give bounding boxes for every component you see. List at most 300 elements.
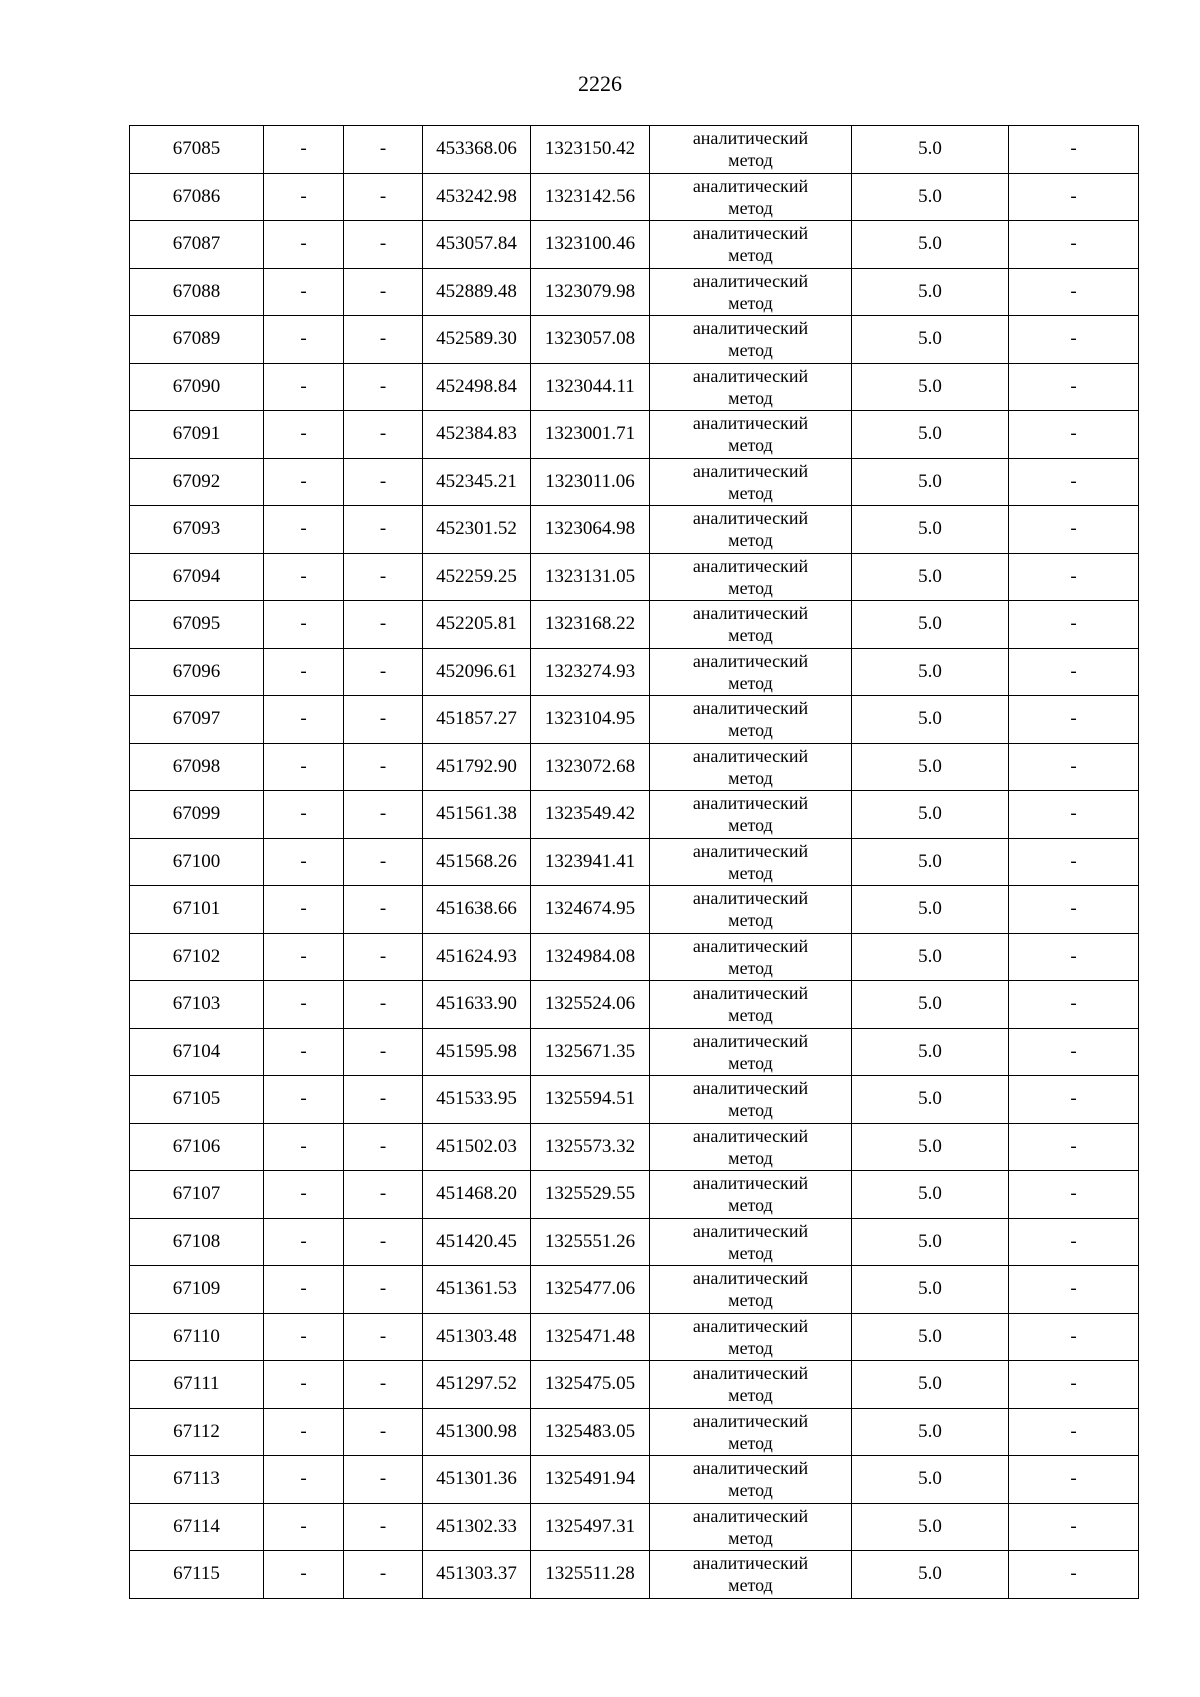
- empty-y-cell: -: [344, 1028, 423, 1076]
- accuracy-cell: 5.0: [852, 1551, 1009, 1599]
- y-coordinate-cell: 1323150.42: [531, 126, 650, 174]
- method-cell: [650, 981, 852, 1029]
- y-coordinate-cell: 1325471.48: [531, 1313, 650, 1361]
- y-coordinate-cell: 1325529.55: [531, 1171, 650, 1219]
- empty-x-cell: -: [264, 886, 344, 934]
- x-coordinate-cell: 451303.48: [423, 1313, 531, 1361]
- method-cell: [650, 1313, 852, 1361]
- empty-y-cell: -: [344, 1456, 423, 1504]
- empty-x-cell: -: [264, 268, 344, 316]
- empty-x-cell: -: [264, 1171, 344, 1219]
- x-coordinate-cell: 451300.98: [423, 1408, 531, 1456]
- method-cell: [650, 838, 852, 886]
- x-coordinate-cell: 452259.25: [423, 553, 531, 601]
- y-coordinate-cell: 1323072.68: [531, 743, 650, 791]
- y-coordinate-cell: 1323079.98: [531, 268, 650, 316]
- empty-y-cell: -: [344, 933, 423, 981]
- table-row: [130, 743, 1139, 791]
- point-number-cell: 67115: [130, 1551, 264, 1599]
- accuracy-cell: 5.0: [852, 601, 1009, 649]
- x-coordinate-cell: 451857.27: [423, 696, 531, 744]
- x-coordinate-cell: 451361.53: [423, 1266, 531, 1314]
- x-coordinate-cell: 451561.38: [423, 791, 531, 839]
- table-row: [130, 1218, 1139, 1266]
- empty-y-cell: -: [344, 1266, 423, 1314]
- empty-y-cell: -: [344, 1123, 423, 1171]
- description-cell: -: [1009, 1266, 1139, 1314]
- y-coordinate-cell: 1323044.11: [531, 363, 650, 411]
- point-number-cell: 67108: [130, 1218, 264, 1266]
- empty-y-cell: -: [344, 173, 423, 221]
- method-line-1: аналитический: [692, 1078, 809, 1099]
- y-coordinate-cell: 1323104.95: [531, 696, 650, 744]
- accuracy-cell: 5.0: [852, 886, 1009, 934]
- method-line-1: аналитический: [692, 413, 809, 434]
- empty-x-cell: -: [264, 933, 344, 981]
- empty-y-cell: -: [344, 1503, 423, 1551]
- point-number-cell: 67101: [130, 886, 264, 934]
- accuracy-cell: 5.0: [852, 1218, 1009, 1266]
- y-coordinate-cell: 1325477.06: [531, 1266, 650, 1314]
- x-coordinate-cell: 452096.61: [423, 648, 531, 696]
- method-line-2: метод: [728, 1147, 773, 1168]
- point-number-cell: 67097: [130, 696, 264, 744]
- coordinates-table: [129, 125, 1139, 1599]
- method-line-2: метод: [728, 292, 773, 313]
- method-cell: [650, 933, 852, 981]
- accuracy-cell: 5.0: [852, 411, 1009, 459]
- method-cell: [650, 458, 852, 506]
- method-cell: [650, 126, 852, 174]
- accuracy-cell: 5.0: [852, 1123, 1009, 1171]
- method-line-2: метод: [728, 340, 773, 361]
- accuracy-cell: 5.0: [852, 221, 1009, 269]
- method-line-1: аналитический: [692, 1268, 809, 1289]
- empty-x-cell: -: [264, 981, 344, 1029]
- x-coordinate-cell: 452498.84: [423, 363, 531, 411]
- method-line-1: аналитический: [692, 318, 809, 339]
- method-line-1: аналитический: [692, 175, 809, 196]
- empty-y-cell: -: [344, 743, 423, 791]
- x-coordinate-cell: 451633.90: [423, 981, 531, 1029]
- method-line-1: аналитический: [692, 1173, 809, 1194]
- point-number-cell: 67092: [130, 458, 264, 506]
- x-coordinate-cell: 451792.90: [423, 743, 531, 791]
- method-line-2: метод: [728, 910, 773, 931]
- description-cell: -: [1009, 791, 1139, 839]
- description-cell: -: [1009, 1361, 1139, 1409]
- empty-x-cell: -: [264, 1551, 344, 1599]
- method-line-2: метод: [728, 862, 773, 883]
- empty-x-cell: -: [264, 1076, 344, 1124]
- description-cell: -: [1009, 316, 1139, 364]
- y-coordinate-cell: 1325551.26: [531, 1218, 650, 1266]
- method-line-1: аналитический: [692, 1315, 809, 1336]
- y-coordinate-cell: 1325475.05: [531, 1361, 650, 1409]
- y-coordinate-cell: 1323011.06: [531, 458, 650, 506]
- description-cell: -: [1009, 1456, 1139, 1504]
- y-coordinate-cell: 1323057.08: [531, 316, 650, 364]
- method-line-2: метод: [728, 1385, 773, 1406]
- method-cell: [650, 791, 852, 839]
- empty-x-cell: -: [264, 316, 344, 364]
- x-coordinate-cell: 451502.03: [423, 1123, 531, 1171]
- empty-y-cell: -: [344, 316, 423, 364]
- empty-x-cell: -: [264, 601, 344, 649]
- x-coordinate-cell: 451568.26: [423, 838, 531, 886]
- point-number-cell: 67102: [130, 933, 264, 981]
- y-coordinate-cell: 1325594.51: [531, 1076, 650, 1124]
- table-row: [130, 981, 1139, 1029]
- method-line-1: аналитический: [692, 745, 809, 766]
- description-cell: -: [1009, 1076, 1139, 1124]
- y-coordinate-cell: 1325524.06: [531, 981, 650, 1029]
- accuracy-cell: 5.0: [852, 1076, 1009, 1124]
- method-line-1: аналитический: [692, 1363, 809, 1384]
- point-number-cell: 67107: [130, 1171, 264, 1219]
- point-number-cell: 67088: [130, 268, 264, 316]
- method-line-1: аналитический: [692, 650, 809, 671]
- method-cell: [650, 506, 852, 554]
- table-body: [130, 126, 1139, 1599]
- description-cell: -: [1009, 1171, 1139, 1219]
- table-row: [130, 1408, 1139, 1456]
- x-coordinate-cell: 452301.52: [423, 506, 531, 554]
- method-line-2: метод: [728, 625, 773, 646]
- method-line-2: метод: [728, 150, 773, 171]
- table-row: [130, 173, 1139, 221]
- point-number-cell: 67103: [130, 981, 264, 1029]
- accuracy-cell: 5.0: [852, 506, 1009, 554]
- empty-y-cell: -: [344, 268, 423, 316]
- accuracy-cell: 5.0: [852, 1171, 1009, 1219]
- table-row: [130, 268, 1139, 316]
- point-number-cell: 67109: [130, 1266, 264, 1314]
- accuracy-cell: 5.0: [852, 458, 1009, 506]
- method-cell: [650, 743, 852, 791]
- description-cell: -: [1009, 553, 1139, 601]
- table-row: [130, 933, 1139, 981]
- accuracy-cell: 5.0: [852, 316, 1009, 364]
- description-cell: -: [1009, 743, 1139, 791]
- method-line-1: аналитический: [692, 888, 809, 909]
- y-coordinate-cell: 1325483.05: [531, 1408, 650, 1456]
- description-cell: -: [1009, 886, 1139, 934]
- y-coordinate-cell: 1325497.31: [531, 1503, 650, 1551]
- empty-y-cell: -: [344, 838, 423, 886]
- method-line-1: аналитический: [692, 223, 809, 244]
- method-line-1: аналитический: [692, 698, 809, 719]
- empty-y-cell: -: [344, 363, 423, 411]
- empty-x-cell: -: [264, 173, 344, 221]
- accuracy-cell: 5.0: [852, 648, 1009, 696]
- method-line-1: аналитический: [692, 793, 809, 814]
- point-number-cell: 67100: [130, 838, 264, 886]
- point-number-cell: 67104: [130, 1028, 264, 1076]
- empty-y-cell: -: [344, 553, 423, 601]
- empty-x-cell: -: [264, 506, 344, 554]
- accuracy-cell: 5.0: [852, 696, 1009, 744]
- method-line-1: аналитический: [692, 555, 809, 576]
- empty-y-cell: -: [344, 1551, 423, 1599]
- method-cell: [650, 363, 852, 411]
- empty-y-cell: -: [344, 791, 423, 839]
- table-row: [130, 648, 1139, 696]
- point-number-cell: 67111: [130, 1361, 264, 1409]
- x-coordinate-cell: 451533.95: [423, 1076, 531, 1124]
- method-line-2: метод: [728, 815, 773, 836]
- y-coordinate-cell: 1325491.94: [531, 1456, 650, 1504]
- method-cell: [650, 1123, 852, 1171]
- empty-y-cell: -: [344, 601, 423, 649]
- accuracy-cell: 5.0: [852, 1028, 1009, 1076]
- accuracy-cell: 5.0: [852, 981, 1009, 1029]
- point-number-cell: 67114: [130, 1503, 264, 1551]
- table-row: [130, 411, 1139, 459]
- description-cell: -: [1009, 1028, 1139, 1076]
- point-number-cell: 67094: [130, 553, 264, 601]
- empty-y-cell: -: [344, 648, 423, 696]
- method-line-2: метод: [728, 720, 773, 741]
- method-line-2: метод: [728, 1242, 773, 1263]
- description-cell: -: [1009, 1218, 1139, 1266]
- x-coordinate-cell: 451297.52: [423, 1361, 531, 1409]
- accuracy-cell: 5.0: [852, 1503, 1009, 1551]
- method-line-2: метод: [728, 530, 773, 551]
- method-cell: [650, 221, 852, 269]
- method-line-2: метод: [728, 1432, 773, 1453]
- table-row: [130, 791, 1139, 839]
- method-line-2: метод: [728, 767, 773, 788]
- empty-x-cell: -: [264, 1266, 344, 1314]
- accuracy-cell: 5.0: [852, 838, 1009, 886]
- point-number-cell: 67086: [130, 173, 264, 221]
- accuracy-cell: 5.0: [852, 933, 1009, 981]
- x-coordinate-cell: 452589.30: [423, 316, 531, 364]
- method-cell: [650, 553, 852, 601]
- description-cell: -: [1009, 126, 1139, 174]
- x-coordinate-cell: 453368.06: [423, 126, 531, 174]
- empty-x-cell: -: [264, 1408, 344, 1456]
- y-coordinate-cell: 1323100.46: [531, 221, 650, 269]
- empty-x-cell: -: [264, 1361, 344, 1409]
- empty-y-cell: -: [344, 886, 423, 934]
- point-number-cell: 67105: [130, 1076, 264, 1124]
- method-line-2: метод: [728, 482, 773, 503]
- empty-y-cell: -: [344, 126, 423, 174]
- y-coordinate-cell: 1325671.35: [531, 1028, 650, 1076]
- method-line-2: метод: [728, 672, 773, 693]
- description-cell: -: [1009, 1551, 1139, 1599]
- table-row: [130, 126, 1139, 174]
- description-cell: -: [1009, 506, 1139, 554]
- method-cell: [650, 1551, 852, 1599]
- y-coordinate-cell: 1323001.71: [531, 411, 650, 459]
- description-cell: -: [1009, 221, 1139, 269]
- x-coordinate-cell: 451303.37: [423, 1551, 531, 1599]
- table-row: [130, 1361, 1139, 1409]
- method-line-1: аналитический: [692, 983, 809, 1004]
- method-cell: [650, 1028, 852, 1076]
- y-coordinate-cell: 1323142.56: [531, 173, 650, 221]
- empty-x-cell: -: [264, 1028, 344, 1076]
- x-coordinate-cell: 451301.36: [423, 1456, 531, 1504]
- accuracy-cell: 5.0: [852, 791, 1009, 839]
- y-coordinate-cell: 1325511.28: [531, 1551, 650, 1599]
- method-line-2: метод: [728, 1527, 773, 1548]
- method-cell: [650, 601, 852, 649]
- description-cell: -: [1009, 1123, 1139, 1171]
- accuracy-cell: 5.0: [852, 173, 1009, 221]
- method-line-1: аналитический: [692, 1553, 809, 1574]
- point-number-cell: 67085: [130, 126, 264, 174]
- method-line-1: аналитический: [692, 1030, 809, 1051]
- empty-y-cell: -: [344, 696, 423, 744]
- method-cell: [650, 1171, 852, 1219]
- x-coordinate-cell: 452205.81: [423, 601, 531, 649]
- empty-x-cell: -: [264, 838, 344, 886]
- table-row: [130, 316, 1139, 364]
- x-coordinate-cell: 453057.84: [423, 221, 531, 269]
- empty-x-cell: -: [264, 221, 344, 269]
- point-number-cell: 67098: [130, 743, 264, 791]
- table-row: [130, 886, 1139, 934]
- accuracy-cell: 5.0: [852, 1456, 1009, 1504]
- empty-x-cell: -: [264, 743, 344, 791]
- x-coordinate-cell: 451638.66: [423, 886, 531, 934]
- method-line-2: метод: [728, 435, 773, 456]
- method-cell: [650, 173, 852, 221]
- empty-y-cell: -: [344, 411, 423, 459]
- description-cell: -: [1009, 363, 1139, 411]
- y-coordinate-cell: 1323131.05: [531, 553, 650, 601]
- method-cell: [650, 1361, 852, 1409]
- table-row: [130, 1503, 1139, 1551]
- point-number-cell: 67096: [130, 648, 264, 696]
- accuracy-cell: 5.0: [852, 553, 1009, 601]
- empty-x-cell: -: [264, 1218, 344, 1266]
- table-row: [130, 506, 1139, 554]
- table-row: [130, 1551, 1139, 1599]
- table-row: [130, 838, 1139, 886]
- table-row: [130, 458, 1139, 506]
- method-line-2: метод: [728, 197, 773, 218]
- method-line-2: метод: [728, 1052, 773, 1073]
- method-cell: [650, 1076, 852, 1124]
- empty-x-cell: -: [264, 648, 344, 696]
- table-row: [130, 1171, 1139, 1219]
- method-cell: [650, 648, 852, 696]
- empty-x-cell: -: [264, 126, 344, 174]
- empty-x-cell: -: [264, 1456, 344, 1504]
- method-cell: [650, 1503, 852, 1551]
- method-line-1: аналитический: [692, 1410, 809, 1431]
- method-line-2: метод: [728, 957, 773, 978]
- method-cell: [650, 1266, 852, 1314]
- method-line-2: метод: [728, 245, 773, 266]
- empty-y-cell: -: [344, 1218, 423, 1266]
- y-coordinate-cell: 1323941.41: [531, 838, 650, 886]
- empty-y-cell: -: [344, 1361, 423, 1409]
- method-line-1: аналитический: [692, 1505, 809, 1526]
- method-cell: [650, 411, 852, 459]
- empty-y-cell: -: [344, 1408, 423, 1456]
- accuracy-cell: 5.0: [852, 1361, 1009, 1409]
- description-cell: -: [1009, 981, 1139, 1029]
- method-line-2: метод: [728, 1480, 773, 1501]
- table-row: [130, 1266, 1139, 1314]
- method-line-2: метод: [728, 1290, 773, 1311]
- empty-y-cell: -: [344, 1171, 423, 1219]
- point-number-cell: 67099: [130, 791, 264, 839]
- empty-y-cell: -: [344, 506, 423, 554]
- table-row: [130, 1313, 1139, 1361]
- table-row: [130, 1456, 1139, 1504]
- accuracy-cell: 5.0: [852, 126, 1009, 174]
- description-cell: -: [1009, 1503, 1139, 1551]
- method-cell: [650, 1456, 852, 1504]
- x-coordinate-cell: 453242.98: [423, 173, 531, 221]
- method-line-1: аналитический: [692, 935, 809, 956]
- method-line-1: аналитический: [692, 270, 809, 291]
- empty-x-cell: -: [264, 1313, 344, 1361]
- x-coordinate-cell: 451420.45: [423, 1218, 531, 1266]
- method-line-1: аналитический: [692, 365, 809, 386]
- x-coordinate-cell: 451302.33: [423, 1503, 531, 1551]
- method-line-2: метод: [728, 1575, 773, 1596]
- description-cell: -: [1009, 1313, 1139, 1361]
- empty-x-cell: -: [264, 553, 344, 601]
- method-cell: [650, 696, 852, 744]
- table-row: [130, 221, 1139, 269]
- point-number-cell: 67087: [130, 221, 264, 269]
- y-coordinate-cell: 1323064.98: [531, 506, 650, 554]
- point-number-cell: 67091: [130, 411, 264, 459]
- point-number-cell: 67113: [130, 1456, 264, 1504]
- accuracy-cell: 5.0: [852, 1313, 1009, 1361]
- method-cell: [650, 1408, 852, 1456]
- page-number: 2226: [578, 71, 622, 96]
- point-number-cell: 67090: [130, 363, 264, 411]
- y-coordinate-cell: 1324674.95: [531, 886, 650, 934]
- method-line-2: метод: [728, 1005, 773, 1026]
- method-line-1: аналитический: [692, 1125, 809, 1146]
- description-cell: -: [1009, 648, 1139, 696]
- point-number-cell: 67110: [130, 1313, 264, 1361]
- x-coordinate-cell: 452889.48: [423, 268, 531, 316]
- description-cell: -: [1009, 696, 1139, 744]
- method-line-1: аналитический: [692, 460, 809, 481]
- method-cell: [650, 268, 852, 316]
- method-cell: [650, 1218, 852, 1266]
- table-row: [130, 601, 1139, 649]
- method-line-2: метод: [728, 1337, 773, 1358]
- accuracy-cell: 5.0: [852, 1408, 1009, 1456]
- x-coordinate-cell: 451595.98: [423, 1028, 531, 1076]
- empty-y-cell: -: [344, 458, 423, 506]
- method-cell: [650, 316, 852, 364]
- method-line-1: аналитический: [692, 128, 809, 149]
- description-cell: -: [1009, 838, 1139, 886]
- empty-y-cell: -: [344, 981, 423, 1029]
- description-cell: -: [1009, 411, 1139, 459]
- point-number-cell: 67095: [130, 601, 264, 649]
- table-row: [130, 1076, 1139, 1124]
- method-line-1: аналитический: [692, 603, 809, 624]
- accuracy-cell: 5.0: [852, 363, 1009, 411]
- method-line-1: аналитический: [692, 1458, 809, 1479]
- method-line-2: метод: [728, 1195, 773, 1216]
